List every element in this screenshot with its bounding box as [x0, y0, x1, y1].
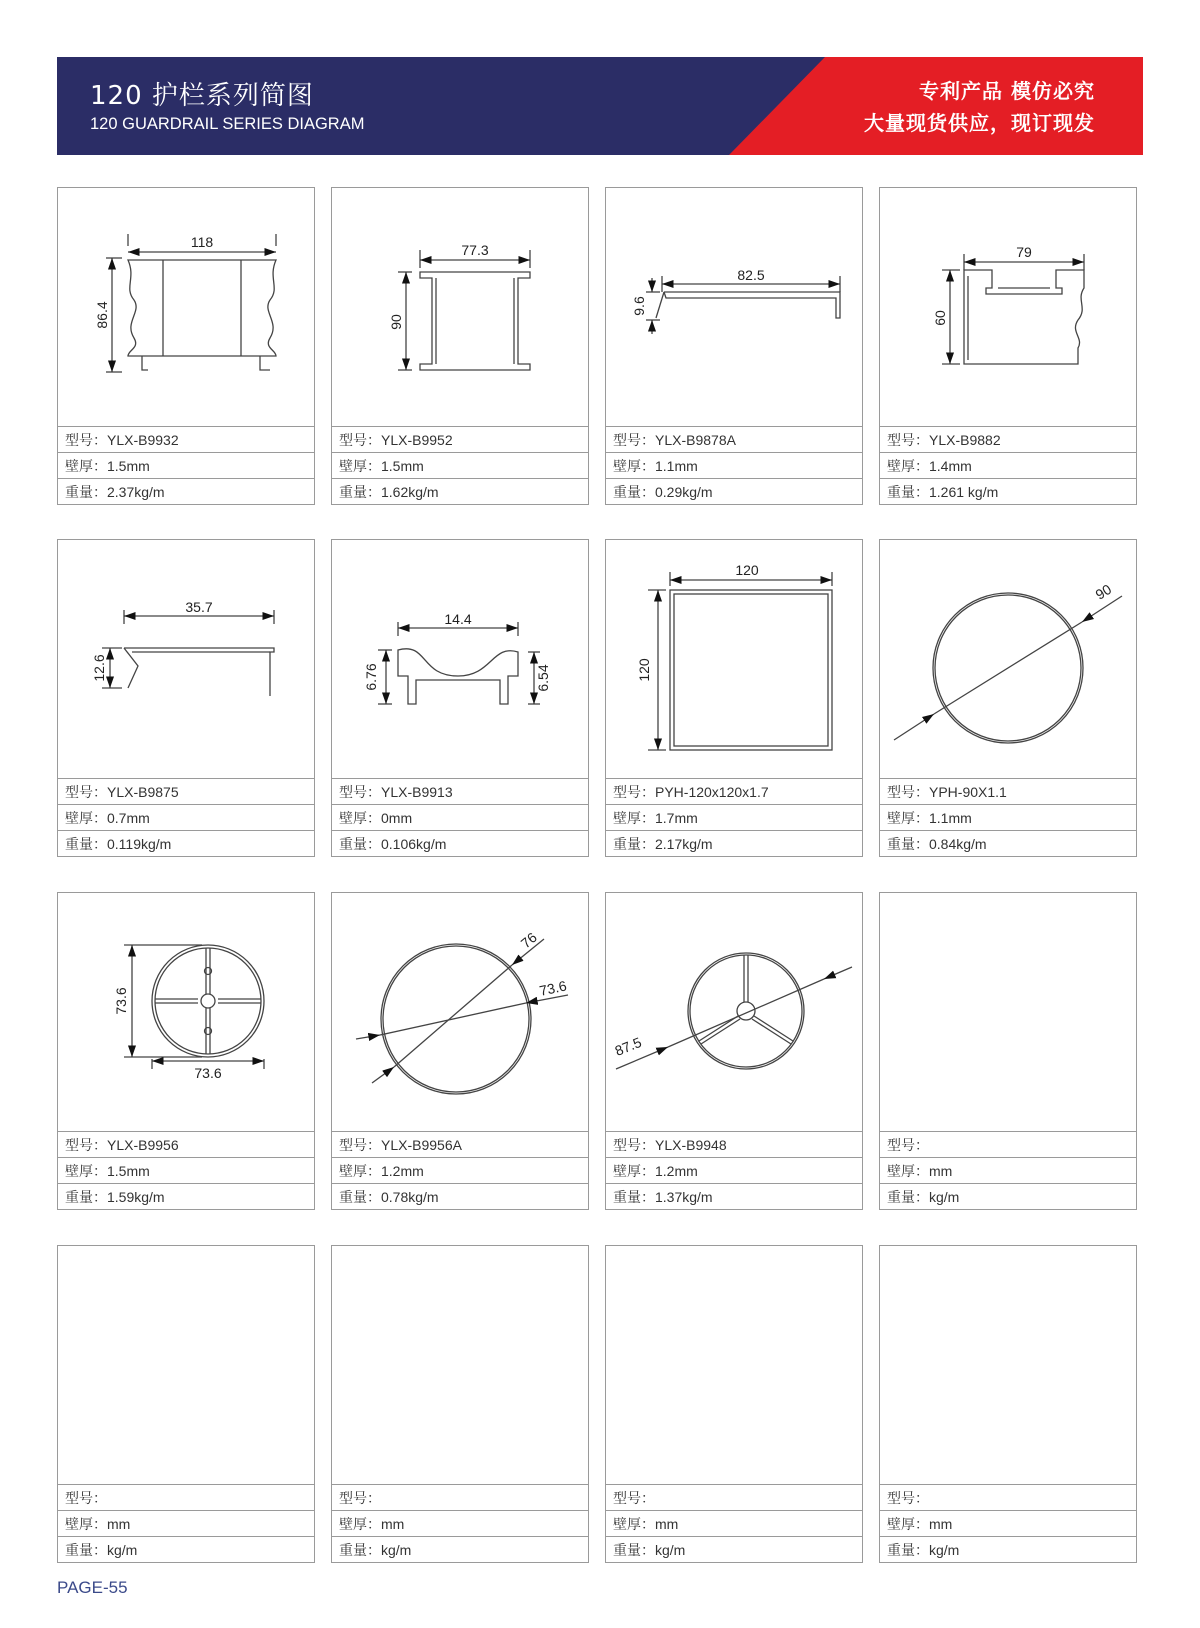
weight-value: kg/m: [929, 1542, 960, 1558]
weight-value: 1.261 kg/m: [929, 484, 999, 500]
dim-label: 9.6: [631, 296, 647, 316]
weight-row: 重量：kg/m: [880, 1183, 1136, 1209]
wall-thickness-row: 壁厚：0mm: [332, 804, 588, 830]
wall-thickness-row: 壁厚：1.4mm: [880, 452, 1136, 478]
weight-value: 0.29kg/m: [655, 484, 713, 500]
profile-drawing: [880, 188, 1136, 426]
model-row: 型号：PYH-120x120x1.7: [606, 778, 862, 804]
model-value: PYH-120x120x1.7: [655, 784, 769, 800]
profile-drawing: [606, 188, 862, 426]
wall-thickness-row: 壁厚：0.7mm: [58, 804, 314, 830]
wall-value: 1.4mm: [929, 458, 972, 474]
weight-value: 2.37kg/m: [107, 484, 165, 500]
dim-label: 76: [517, 929, 540, 952]
profile-drawing: [58, 540, 314, 778]
wall-value: mm: [655, 1516, 679, 1532]
weight-row: 重量：1.37kg/m: [606, 1183, 862, 1209]
profile-card-8[interactable]: [879, 539, 1137, 857]
dim-label: 87.5: [612, 1033, 644, 1059]
model-row: 型号：: [606, 1484, 862, 1510]
wall-value: 1.5mm: [381, 458, 424, 474]
profile-card-16[interactable]: [879, 1245, 1137, 1563]
header-banner: [57, 57, 1143, 155]
model-value: YLX-B9875: [107, 784, 179, 800]
model-value: YLX-B9952: [381, 432, 453, 448]
wall-thickness-row: 壁厚：mm: [880, 1510, 1136, 1536]
dim-label: 60: [932, 310, 948, 326]
dim-label: 6.54: [535, 664, 551, 692]
weight-value: 1.37kg/m: [655, 1189, 713, 1205]
weight-value: kg/m: [929, 1189, 960, 1205]
wall-value: mm: [929, 1516, 953, 1532]
wall-value: 1.5mm: [107, 1163, 150, 1179]
model-row: 型号：YLX-B9952: [332, 426, 588, 452]
wall-value: 1.1mm: [929, 810, 972, 826]
dim-label: 14.4: [444, 611, 472, 627]
profile-card-1[interactable]: [57, 187, 315, 505]
weight-row: 重量：kg/m: [606, 1536, 862, 1562]
dim-label: 86.4: [94, 301, 110, 329]
wall-thickness-row: 壁厚：1.2mm: [332, 1157, 588, 1183]
dim-label: 79: [1016, 244, 1032, 260]
wall-thickness-row: 壁厚：mm: [880, 1157, 1136, 1183]
model-value: YLX-B9878A: [655, 432, 736, 448]
wall-thickness-row: 壁厚：1.1mm: [880, 804, 1136, 830]
profile-card-12[interactable]: [879, 892, 1137, 1210]
weight-row: 重量：2.17kg/m: [606, 830, 862, 856]
page-number: PAGE-55: [57, 1578, 128, 1597]
weight-value: 0.119kg/m: [107, 836, 172, 852]
dim-label: 120: [636, 658, 652, 682]
model-row: 型号：YLX-B9956: [58, 1131, 314, 1157]
page-subtitle: 120 GUARDRAIL SERIES DIAGRAM: [90, 115, 365, 133]
dim-label: 73.6: [113, 987, 129, 1015]
profile-card-3[interactable]: [605, 187, 863, 505]
model-row: 型号：YLX-B9956A: [332, 1131, 588, 1157]
model-value: YLX-B9956: [107, 1137, 179, 1153]
wall-thickness-row: 壁厚：1.2mm: [606, 1157, 862, 1183]
weight-row: 重量：0.78kg/m: [332, 1183, 588, 1209]
dim-label: 73.6: [537, 977, 568, 999]
profile-card-6[interactable]: [331, 539, 589, 857]
model-row: 型号：: [880, 1131, 1136, 1157]
page-title: 120 护栏系列简图: [90, 81, 314, 111]
model-row: 型号：YPH-90X1.1: [880, 778, 1136, 804]
model-value: YLX-B9948: [655, 1137, 727, 1153]
weight-value: 1.59kg/m: [107, 1189, 165, 1205]
profile-card-2[interactable]: [331, 187, 589, 505]
dim-label: 12.6: [91, 654, 107, 682]
profile-drawing: [606, 893, 862, 1131]
weight-row: 重量：kg/m: [58, 1536, 314, 1562]
dim-label: 90: [388, 314, 404, 330]
weight-row: 重量：0.106kg/m: [332, 830, 588, 856]
weight-row: 重量：1.59kg/m: [58, 1183, 314, 1209]
wall-thickness-row: 壁厚：1.7mm: [606, 804, 862, 830]
wall-value: 1.2mm: [655, 1163, 698, 1179]
weight-row: 重量：0.119kg/m: [58, 830, 314, 856]
weight-value: kg/m: [381, 1542, 412, 1558]
wall-thickness-row: 壁厚：1.5mm: [58, 452, 314, 478]
profile-card-13[interactable]: [57, 1245, 315, 1563]
profile-drawing: [332, 893, 588, 1131]
dim-label: 77.3: [461, 242, 489, 258]
weight-row: 重量：kg/m: [880, 1536, 1136, 1562]
model-row: 型号：YLX-B9875: [58, 778, 314, 804]
weight-value: 0.84kg/m: [929, 836, 987, 852]
weight-value: 1.62kg/m: [381, 484, 439, 500]
profile-card-14[interactable]: [331, 1245, 589, 1563]
wall-thickness-row: 壁厚：1.5mm: [332, 452, 588, 478]
model-value: YLX-B9932: [107, 432, 179, 448]
model-row: 型号：: [332, 1484, 588, 1510]
wall-thickness-row: 壁厚：1.5mm: [58, 1157, 314, 1183]
profile-card-10[interactable]: [331, 892, 589, 1210]
wall-value: mm: [381, 1516, 405, 1532]
model-row: 型号：: [880, 1484, 1136, 1510]
model-value: YLX-B9882: [929, 432, 1001, 448]
profile-card-4[interactable]: [879, 187, 1137, 505]
weight-value: 0.78kg/m: [381, 1189, 439, 1205]
weight-row: 重量：0.29kg/m: [606, 478, 862, 504]
model-value: YLX-B9913: [381, 784, 453, 800]
model-row: 型号：YLX-B9948: [606, 1131, 862, 1157]
wall-thickness-row: 壁厚：mm: [58, 1510, 314, 1536]
weight-row: 重量：1.261 kg/m: [880, 478, 1136, 504]
model-row: 型号：: [58, 1484, 314, 1510]
weight-value: kg/m: [655, 1542, 686, 1558]
profile-card-7[interactable]: [605, 539, 863, 857]
wall-thickness-row: 壁厚：mm: [332, 1510, 588, 1536]
model-row: 型号：YLX-B9878A: [606, 426, 862, 452]
profile-card-15[interactable]: [605, 1245, 863, 1563]
weight-value: kg/m: [107, 1542, 138, 1558]
slogan-line-1: 专利产品 模仿必究: [919, 79, 1095, 103]
model-row: 型号：YLX-B9913: [332, 778, 588, 804]
profile-card-11[interactable]: [605, 892, 863, 1210]
profile-drawing: [332, 540, 588, 778]
wall-value: mm: [929, 1163, 953, 1179]
dim-label: 73.6: [194, 1065, 222, 1081]
dim-label: 120: [735, 562, 759, 578]
weight-row: 重量：2.37kg/m: [58, 478, 314, 504]
model-value: YPH-90X1.1: [929, 784, 1007, 800]
profile-card-5[interactable]: [57, 539, 315, 857]
wall-value: mm: [107, 1516, 131, 1532]
wall-thickness-row: 壁厚：mm: [606, 1510, 862, 1536]
wall-value: 0mm: [381, 810, 413, 826]
dim-label: 82.5: [737, 267, 765, 283]
weight-value: 2.17kg/m: [655, 836, 713, 852]
weight-row: 重量：kg/m: [332, 1536, 588, 1562]
profile-drawing: [880, 540, 1136, 778]
wall-value: 1.1mm: [655, 458, 698, 474]
model-row: 型号：YLX-B9932: [58, 426, 314, 452]
dim-label: 6.76: [363, 663, 379, 691]
weight-row: 重量：0.84kg/m: [880, 830, 1136, 856]
weight-value: 0.106kg/m: [381, 836, 447, 852]
profile-drawing: [58, 893, 314, 1131]
weight-row: 重量：1.62kg/m: [332, 478, 588, 504]
profile-card-9[interactable]: [57, 892, 315, 1210]
dim-label: 35.7: [185, 599, 213, 615]
wall-value: 1.5mm: [107, 458, 150, 474]
model-value: YLX-B9956A: [381, 1137, 462, 1153]
wall-thickness-row: 壁厚：1.1mm: [606, 452, 862, 478]
profile-drawing: [58, 188, 314, 426]
profile-drawing: [606, 540, 862, 778]
profile-drawing: [332, 188, 588, 426]
slogan-line-2: 大量现货供应，现订现发: [864, 111, 1095, 135]
wall-value: 0.7mm: [107, 810, 150, 826]
dim-label: 118: [190, 234, 214, 250]
wall-value: 1.2mm: [381, 1163, 424, 1179]
model-row: 型号：YLX-B9882: [880, 426, 1136, 452]
dim-label: 90: [1092, 580, 1115, 603]
wall-value: 1.7mm: [655, 810, 698, 826]
